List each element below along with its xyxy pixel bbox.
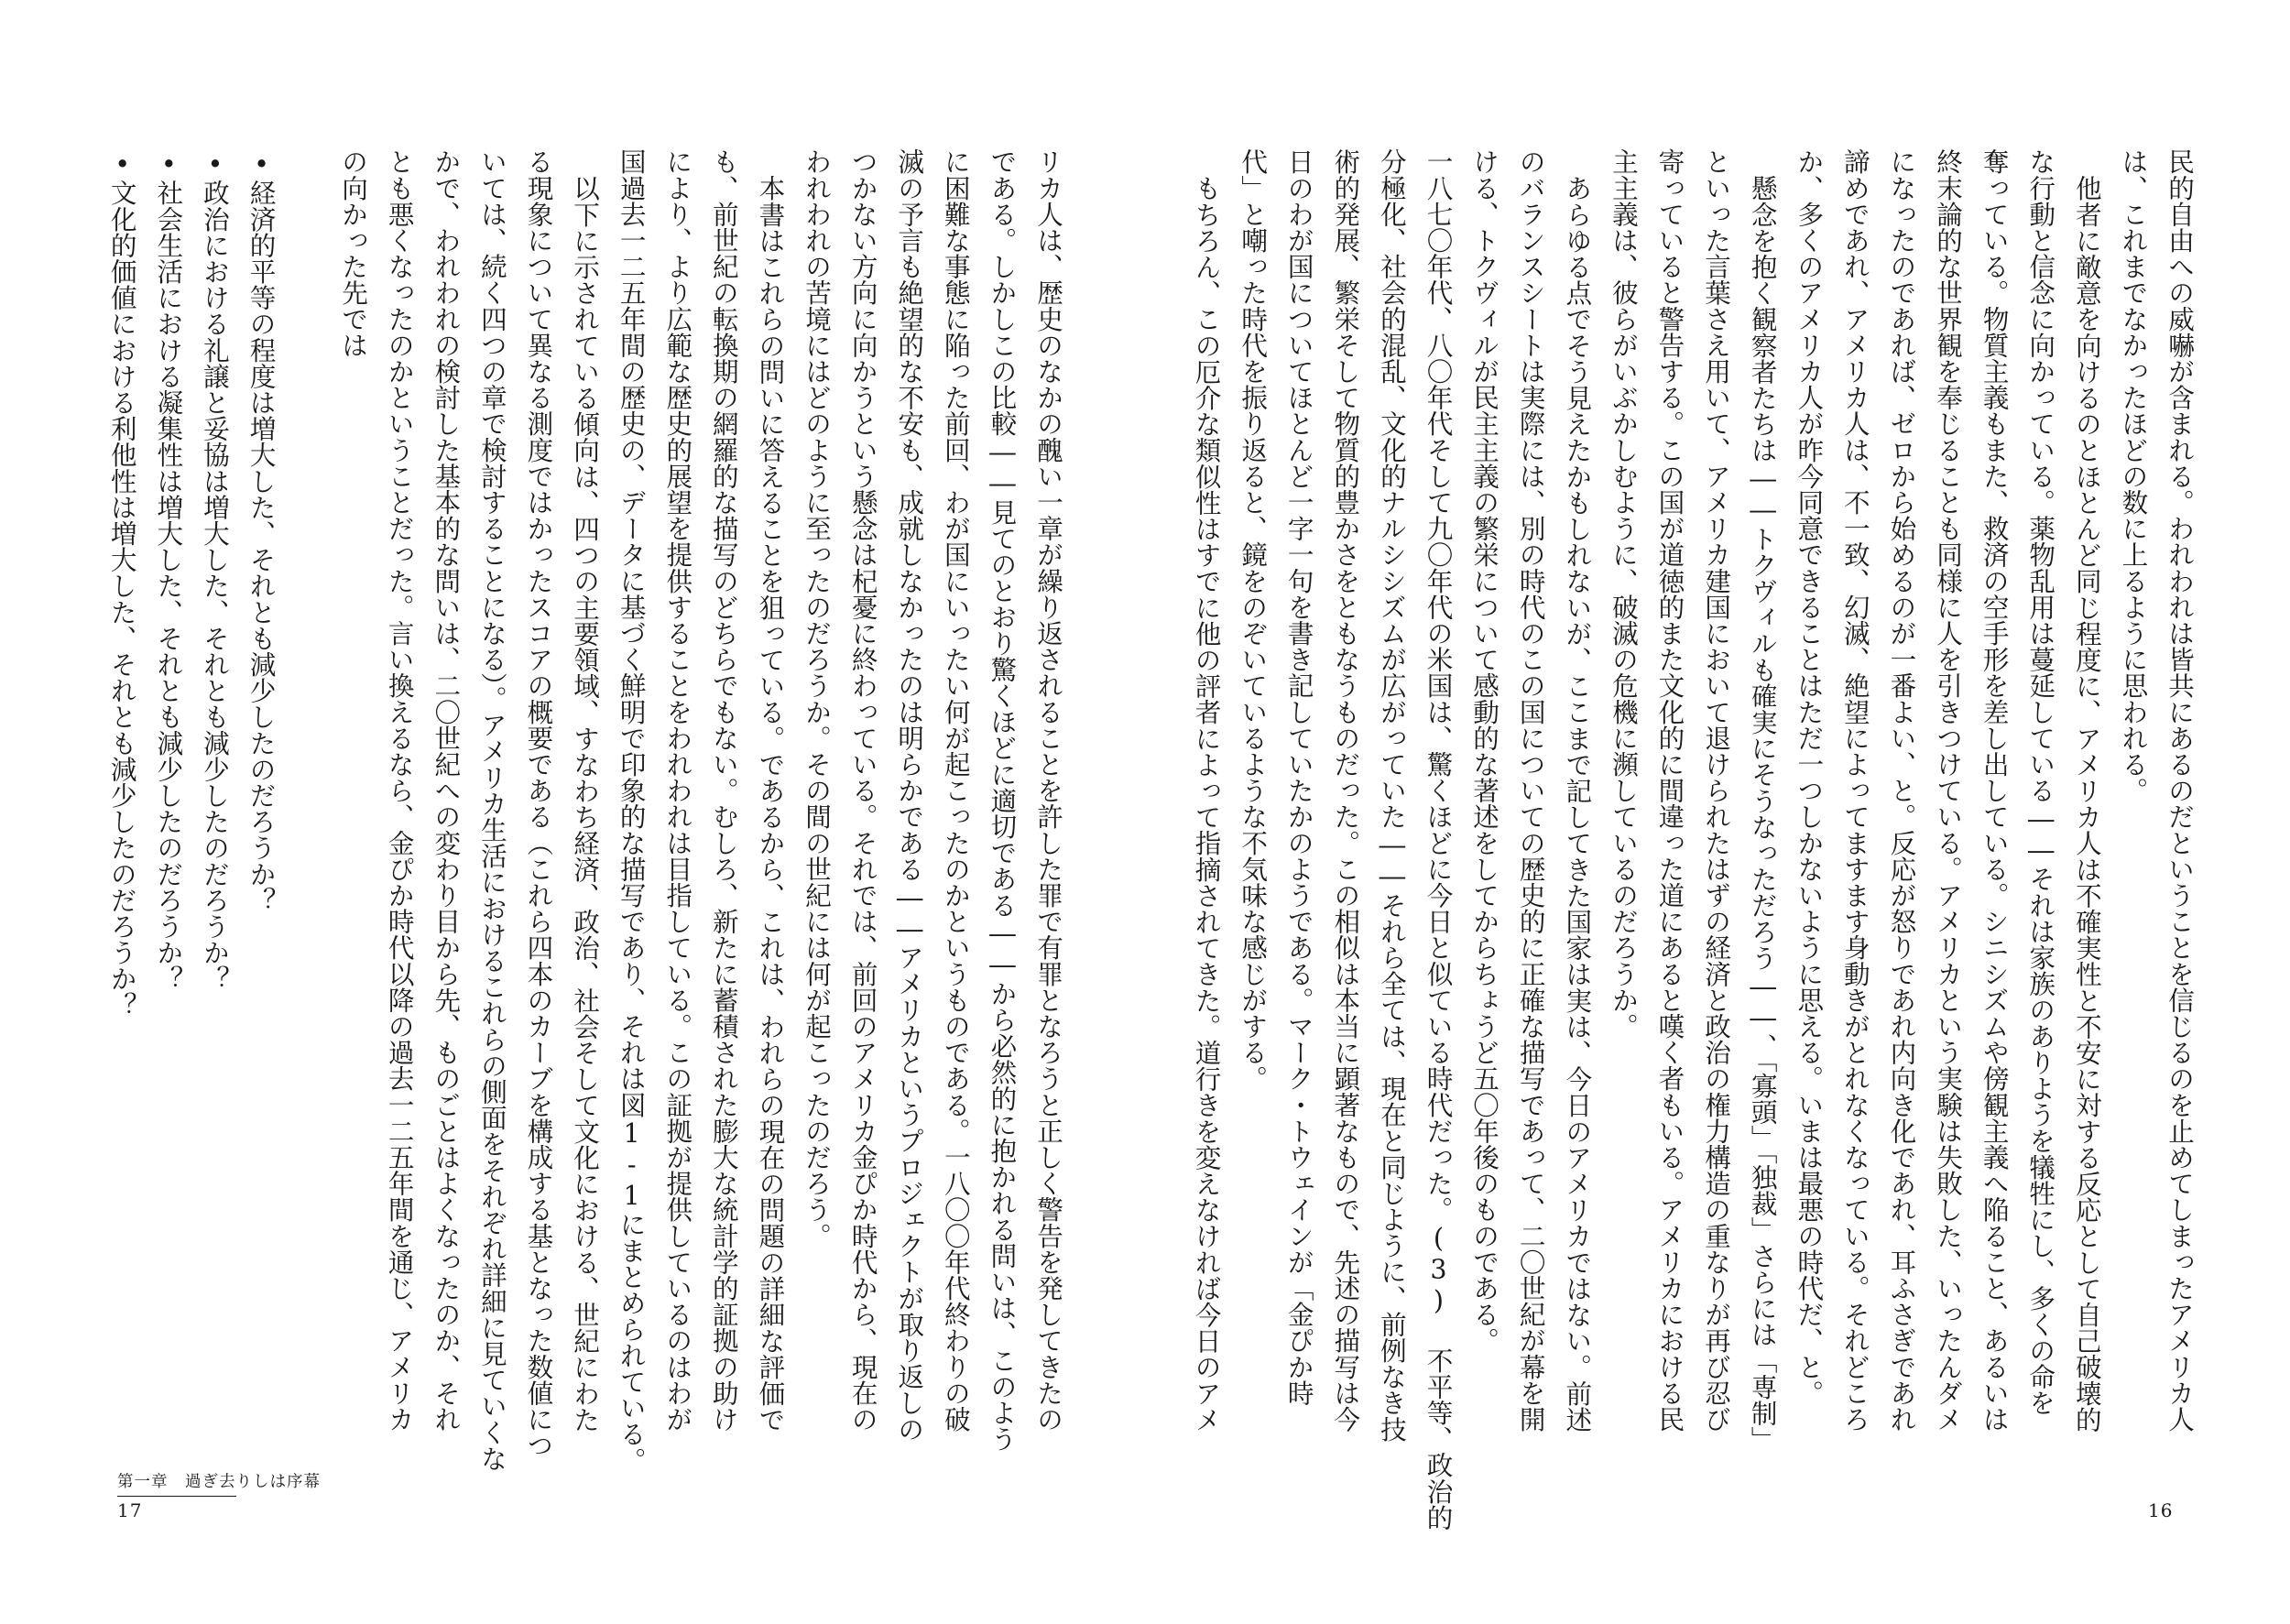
body-line: になったのであれば、ゼロから始めるのが一番よい、と。反応が怒りであれ内向き化であれ、耳ふさぎであれ <box>1886 148 1918 1433</box>
body-line: かで、われわれの検討した基本的な問いは、二〇世紀への変わり目から先、ものごとはよくなったのか、それ <box>431 148 463 1433</box>
body-line: 寄っていると警告する。この国が道徳的また文化的に間違った道にあると嘆く者もいる。アメリカにおける民 <box>1654 148 1686 1433</box>
body-line: 主主義は、彼らがいぶかしむように、破滅の危機に瀕しているのだろうか。 <box>1608 148 1640 1040</box>
body-line: 国過去一二五年間の歴史の、データに基づく鮮明で印象的な描写であり、それは図1-1にまとめられている。 <box>616 148 648 1474</box>
body-line: いては、続く四つの章で検討することになる）。アメリカ生活におけるこれらの側面をそれぞれ詳細に見ていくな <box>476 148 508 1472</box>
page-number: 16 <box>2148 1499 2174 1521</box>
body-line: 民的自由への威嚇が含まれる。われわれは皆共にあるのだということを信じるのを止めてしまったアメリカ人 <box>2165 148 2196 1433</box>
body-line: のバランスシートは実際には、別の時代のこの国についての歴史的に正確な描写であって、二〇世紀が幕を開 <box>1515 148 1547 1433</box>
body-line: により、より広範な歴史的展望を提供することをわれわれは目指している。この証拠が提供しているのはわが <box>662 148 694 1433</box>
page-number: 17 <box>117 1499 143 1521</box>
running-head: 第一章 過ぎ去りしは序幕 <box>117 1469 236 1497</box>
body-line: か、多くのアメリカ人が昨今同意できることはただ一つしかないように思える。いまは最悪の時代だ、と。 <box>1794 148 1826 1406</box>
body-line: な行動と信念に向かっている。薬物乱用は蔓延している――それは家族のありようを犠牲にし、多くの命を <box>2025 148 2057 1416</box>
body-line: 分極化、社会的混乱、文化的ナルシシズムが広がっていた――それら全ては、現在と同じように、前例なき技 <box>1376 148 1408 1443</box>
body-line: あらゆる点でそう見えたかもしれないが、ここまで記してきた国家は実は、今日のアメリカではない。前述 <box>1562 174 1594 1433</box>
body-line: 日のわが国についてほとんど一字一句を書き記していたかのようである。マーク・トウェインが「金ぴか時 <box>1283 148 1315 1406</box>
body-line: の向かった先では <box>338 148 370 358</box>
body-line: 代」と嘲った時代を振り返ると、鏡をのぞいているような不気味な感じがする。 <box>1238 148 1270 1092</box>
body-line: は、これまでなかったほどの数に上るように思われる。 <box>2118 148 2150 803</box>
body-line: に困難な事態に陥った前回、わが国にいったい何が起こったのかというものである。一八〇〇年代終わりの破 <box>940 148 972 1433</box>
body-line: 諦めであれ、アメリカ人は、不一致、幻滅、絶望によってますます身動きがとれなくなっている。それどころ <box>1839 148 1871 1433</box>
bullet-question: •政治における礼譲と妥協は増大した、それとも減少したのだろうか？ <box>199 148 231 992</box>
body-line: 一八七〇年代、八〇年代そして九〇年代の米国は、驚くほどに今日と似ている時代だった。(3) 不平等、政治的 <box>1423 148 1455 1531</box>
body-line: 他者に敵意を向けるのとほとんど同じ程度に、アメリカ人は不確実性と不安に対する反応として自己破壊的 <box>2071 174 2103 1433</box>
bullet-question: •経済的平等の程度は増大した、それとも減少したのだろうか？ <box>245 148 278 913</box>
body-line: も、前世紀の転換期の網羅的な描写のどちらでもない。むしろ、新たに蓄積された膨大な統計学的証拠の助け <box>708 148 740 1433</box>
body-line: る現象について異なる測度ではかったスコアの概要である（これら四本のカーブを構成する基となった数値につ <box>523 148 555 1458</box>
left-page-body <box>106 148 1072 1474</box>
body-line: われわれの苦境にはどのように至ったのだろうか。その間の世紀には何が起こったのだろう。 <box>802 148 834 1249</box>
body-line: ける、トクヴィルが民主主義の繁栄について感動的な著述をしてからちょうど五〇年後のものである。 <box>1469 148 1501 1354</box>
body-line: 以下に示されている傾向は、四つの主要領域、すなわち経済、政治、社会そして文化における、世紀にわた <box>570 174 602 1433</box>
body-line: 終末論的な世界観を奉じることも同様に人を引きつけている。アメリカという実験は失敗した、いったんダメ <box>1933 148 1965 1433</box>
body-line: 懸念を抱く観察者たちは――トクヴィルも確実にそうなっただろう――、「寡頭」「独裁」さらには「専制」 <box>1747 174 1779 1452</box>
body-line: 滅の予言も絶望的な不安も、成就しなかったのは明らかである――アメリカというプロジェクトが取り返しの <box>894 148 926 1443</box>
body-line: といった言葉さえ用いて、アメリカ建国において退けられたはずの経済と政治の権力構造の重なりが再び忍び <box>1701 148 1733 1433</box>
bullet-question: •社会生活における凝集性は増大した、それとも減少したのだろうか？ <box>153 148 185 992</box>
body-line: もちろん、この厄介な類似性はすでに他の評者によって指摘されてきた。道行きを変えなければ今日のアメ <box>1191 174 1223 1433</box>
body-line: リカ人は、歴史のなかの醜い一章が繰り返されることを許した罪で有罪となろうと正しく警告を発してきたの <box>1033 148 1064 1433</box>
body-line: 本書はこれらの問いに答えることを狙っている。であるから、これは、われらの現在の問題の詳細な評価で <box>755 174 787 1433</box>
body-line: つかない方向に向かうという懸念は杞憂に終わっている。それでは、前回のアメリカ金ぴか時代から、現在の <box>847 148 879 1433</box>
blank-line <box>285 148 331 1422</box>
body-line: である。しかしこの比較――見てのとおり驚くほどに適切である――から必然的に抱かれる問いは、このよう <box>987 148 1019 1452</box>
body-line: とも悪くなったのかということだった。言い換えるなら、金ぴか時代以降の過去一二五年間を通じ、アメリカ <box>384 148 416 1433</box>
body-line: 術的発展、繁栄そして物質的豊かさをともなうものだった。この相似は本当に顕著なもので、先述の描写は今 <box>1330 148 1362 1433</box>
body-line: 奪っている。物質主義もまた、救済の空手形を差し出している。シニシズムや傍観主義へ陥ること、あるいは <box>1979 148 2011 1433</box>
right-page <box>1145 0 2290 1624</box>
bullet-question: •文化的価値における利他性は増大した、それとも減少したのだろうか？ <box>106 148 138 1019</box>
